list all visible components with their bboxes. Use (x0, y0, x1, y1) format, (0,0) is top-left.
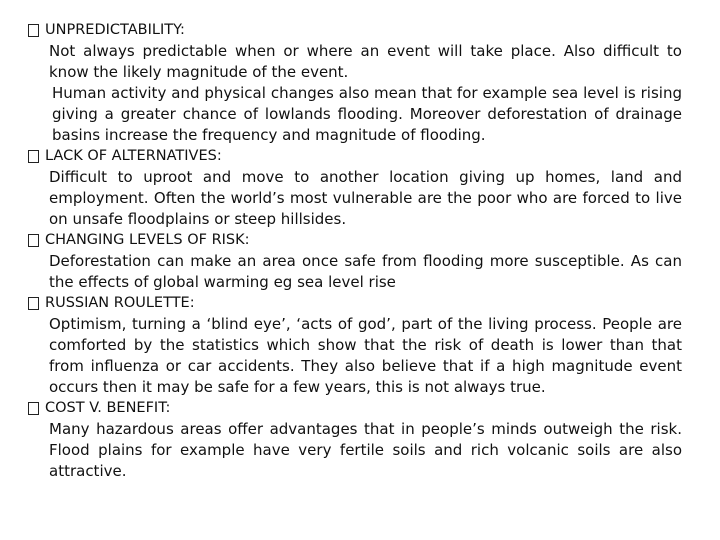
square-bullet-icon (28, 150, 39, 163)
paragraph: Optimism, turning a ‘blind eye’, ‘acts of god’, part of the living process. People are comforted by the statistics which show that the risk of death is lower than that from influenza or car accidents. They also believe that if a high magnitude event occurs then it may be safe for a few years, this is not always true. (49, 315, 682, 396)
section-heading-changing-levels-of-risk (28, 230, 682, 251)
section-heading-lack-of-alternatives (28, 146, 682, 167)
paragraph: Many hazardous areas offer advantages that in people’s minds outweigh the risk. Flood plains for example have very fertile soils and rich volcanic soils are also attractive. (49, 420, 682, 480)
heading-text: CHANGING LEVELS OF RISK: (45, 232, 250, 248)
paragraph: Difficult to uproot and move to another location giving up homes, land and employment. Often the world’s most vulnerable are the poor who are forced to live on unsafe floodplains or steep hillsides. (49, 168, 682, 228)
section-heading-cost-v-benefit (28, 398, 682, 419)
paragraph: Not always predictable when or where an event will take place. Also difficult to know the likely magnitude of the event. (49, 42, 682, 81)
square-bullet-icon (28, 297, 39, 310)
square-bullet-icon (28, 234, 39, 247)
heading-text: UNPREDICTABILITY: (45, 22, 185, 38)
section-heading-russian-roulette (28, 293, 682, 314)
square-bullet-icon (28, 402, 39, 415)
heading-text: RUSSIAN ROULETTE: (45, 295, 195, 311)
heading-text: COST V. BENEFIT: (45, 400, 171, 416)
section-heading-unpredictability (28, 20, 682, 41)
paragraph: Human activity and physical changes also mean that for example sea level is rising giving a greater chance of lowlands flooding. Moreover deforestation of drainage basins increase the frequency and magnitude of flooding. (52, 84, 682, 144)
slide-content (28, 20, 682, 482)
square-bullet-icon (28, 24, 39, 37)
paragraph: Deforestation can make an area once safe from flooding more susceptible. As can the effects of global warming eg sea level rise (49, 252, 682, 291)
heading-text: LACK OF ALTERNATIVES: (45, 148, 222, 164)
